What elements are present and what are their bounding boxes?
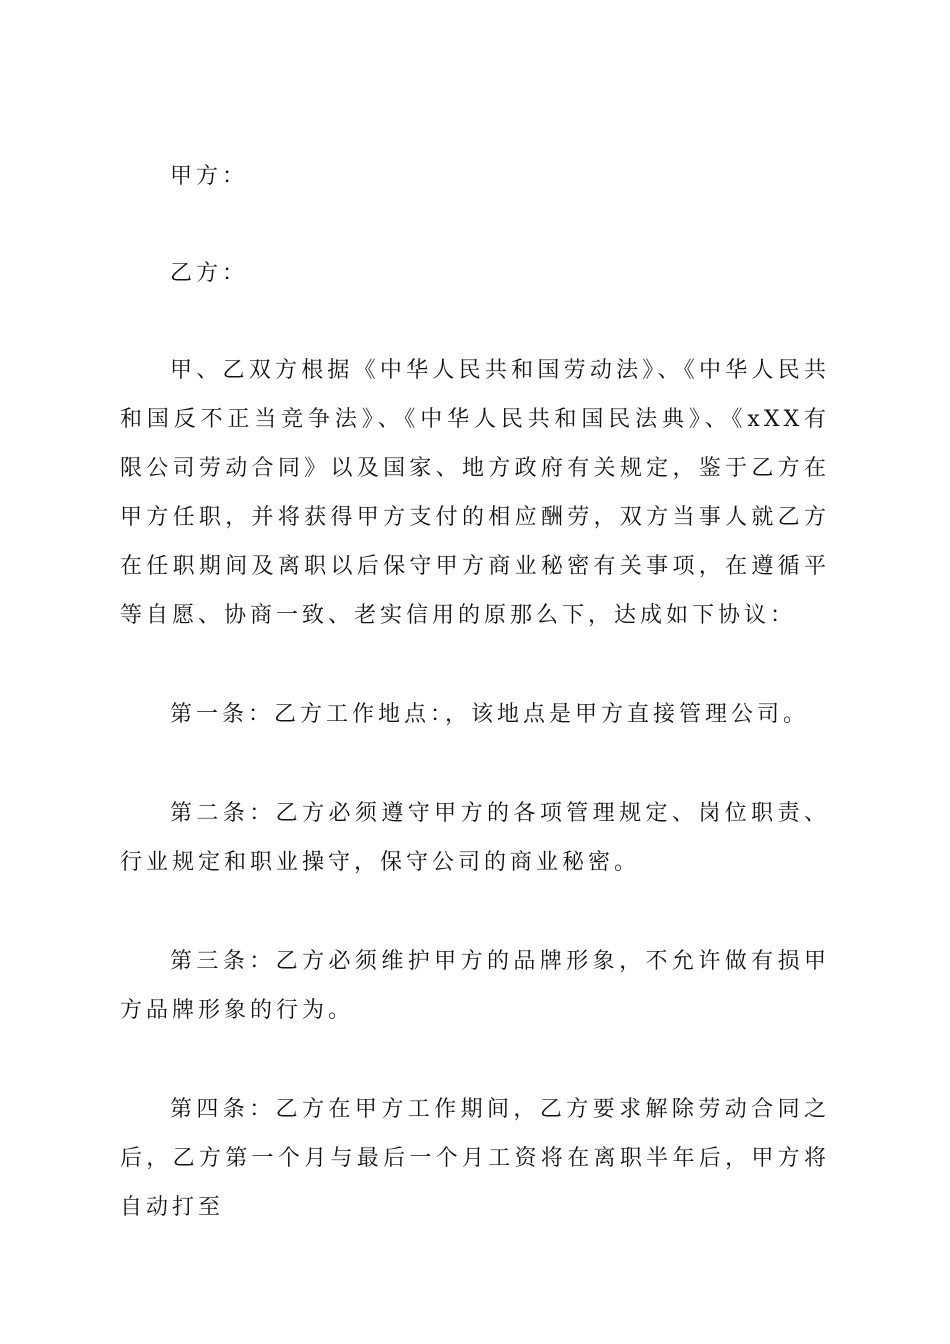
article-3: 第三条：乙方必须维护甲方的品牌形象，不允许做有损甲方品牌形象的行为。 — [120, 949, 830, 1023]
article-2: 第二条：乙方必须遵守甲方的各项管理规定、岗位职责、行业规定和职业操守，保守公司的商业秘密。 — [120, 801, 830, 875]
party-b-line: 乙方： — [170, 261, 249, 286]
document-body — [120, 152, 830, 1282]
article-4: 第四条：乙方在甲方工作期间，乙方要求解除劳动合同之后，乙方第一个月与最后一个月工资将在离职半年后，甲方将自动打至 — [120, 1097, 830, 1220]
intro-paragraph: 甲、乙双方根据《中华人民共和国劳动法》、《中华人民共和国反不正当竞争法》、《中华人民共和国民法典》、《xXX有限公司劳动合同》以及国家、地方政府有关规定，鉴于乙方在甲方任职，并将获得甲方支付的相应酬劳，双方当事人就乙方在任职期间及离职以后保守甲方商业秘密有关事项，在遵循平等自愿、协商一致、老实信用的原那么下，达成如下协议： — [120, 358, 830, 628]
party-a-line: 甲方： — [170, 164, 249, 189]
article-1: 第一条：乙方工作地点：，该地点是甲方直接管理公司。 — [170, 702, 810, 727]
